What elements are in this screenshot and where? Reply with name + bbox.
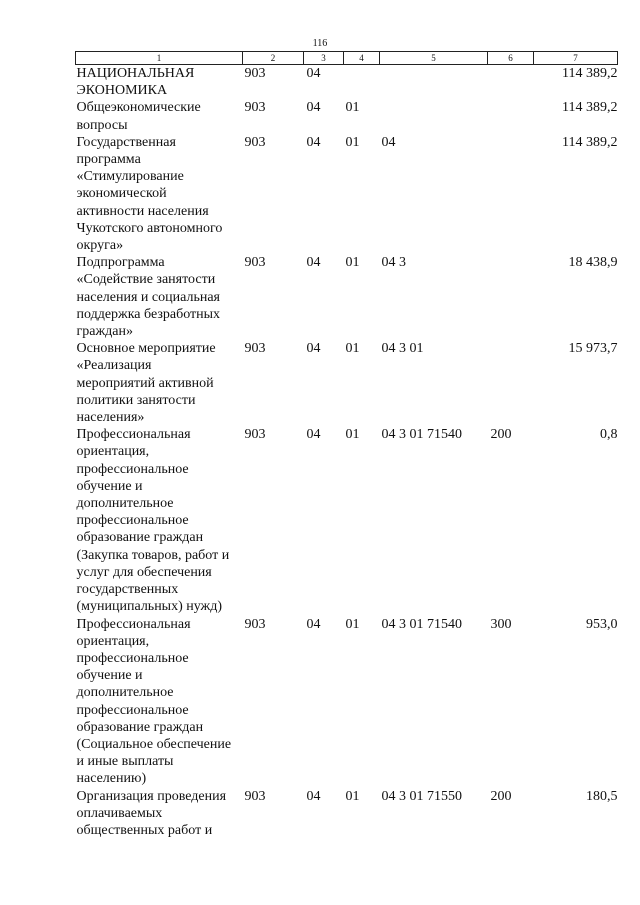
row-expense-type [488,99,534,133]
row-amount: 114 389,2 [562,134,618,150]
row-name-text: Подпрограмма «Содействие занятости населения и социальная поддержка безработных граждан» [76,255,221,340]
header-col-5: 5 [380,52,488,65]
row-expense-type [488,340,534,426]
table-body [76,65,618,840]
row-subsection-code: 01 [345,427,360,443]
row-amount: 953,0 [586,616,618,632]
row-name-text: Общеэкономические вопросы [76,100,201,133]
table-row [76,426,618,615]
row-subsection-code: 01 [345,134,360,150]
row-expense-type: 200 [490,427,512,443]
row-subsection-code: 01 [345,616,360,632]
table-row [76,788,618,840]
row-department-code: 903 [244,134,266,150]
row-name-text: НАЦИОНАЛЬНАЯ ЭКОНОМИКА [76,66,195,99]
row-subsection-code: 01 [345,788,360,804]
row-name-text: Организация проведения оплачиваемых общественных работ и [76,788,227,838]
row-department-code: 903 [244,788,266,804]
row-target-article [380,65,488,100]
header-col-6: 6 [488,52,534,65]
row-name-text: Профессиональная ориентация, профессиональное обучение и дополнительное профессиональное образование граждан (Социальное обеспечение и иные выплаты населению) [76,616,232,787]
row-department-code: 903 [244,255,266,271]
row-section-code: 04 [306,255,321,271]
row-section-code: 04 [306,427,321,443]
row-name-text: Профессиональная ориентация, профессиональное обучение и дополнительное профессиональное образование граждан (Закупка товаров, работ и услуг для обеспечения государственных (муниципальных) нужд) [76,427,230,615]
header-col-4: 4 [344,52,380,65]
row-expense-type [488,65,534,100]
header-col-3: 3 [304,52,344,65]
row-target-article: 04 3 01 71550 [381,788,462,804]
table-row [76,65,618,100]
row-target-article: 04 3 01 [381,341,424,357]
header-row [76,52,618,65]
table-row [76,99,618,133]
row-target-article: 04 3 [381,255,406,271]
row-expense-type [488,134,534,254]
table-row [76,616,618,788]
table-row [76,254,618,340]
header-col-2: 2 [243,52,304,65]
row-subsection-code: 01 [345,100,360,116]
row-name [76,254,243,340]
row-department-code: 903 [244,341,266,357]
row-department-code: 903 [244,427,266,443]
row-amount: 114 389,2 [562,100,618,116]
row-section-code: 04 [306,66,321,81]
row-amount: 0,8 [600,427,618,443]
row-target-article: 04 3 01 71540 [381,616,462,632]
row-expense-type: 200 [490,788,512,804]
row-expense-type [488,254,534,340]
row-department-code: 903 [244,616,266,632]
row-name [76,616,243,788]
row-section-code: 04 [306,788,321,804]
table-row [76,340,618,426]
row-name [76,426,243,615]
budget-table [75,51,618,839]
row-amount: 114 389,2 [562,66,618,81]
row-subsection-code: 01 [345,341,360,357]
row-section-code: 04 [306,100,321,116]
row-section-code: 04 [306,134,321,150]
row-subsection-code: 01 [345,255,360,271]
header-col-7: 7 [534,52,618,65]
row-name [76,134,243,254]
header-col-1: 1 [76,52,243,65]
row-amount: 180,5 [586,788,618,804]
table-header [76,52,618,65]
row-name [76,788,243,840]
row-section-code: 04 [306,341,321,357]
row-expense-type: 300 [490,616,512,632]
row-name-text: Основное мероприятие «Реализация мероприятий активной политики занятости населения» [76,341,216,426]
row-name-text: Государственная программа «Стимулирование экономической активности населения Чукотского автономного округа» [76,134,223,254]
row-amount: 15 973,7 [568,341,618,357]
row-department-code: 903 [244,100,266,116]
row-name [76,65,243,100]
row-name [76,340,243,426]
row-subsection-code [344,65,380,100]
row-section-code: 04 [306,616,321,632]
row-target-article [380,99,488,133]
table-row [76,134,618,254]
row-name [76,99,243,133]
page-number: 116 [312,38,328,49]
row-target-article: 04 [381,134,396,150]
row-amount: 18 438,9 [568,255,618,271]
row-target-article: 04 3 01 71540 [381,427,462,443]
row-department-code: 903 [244,66,266,81]
